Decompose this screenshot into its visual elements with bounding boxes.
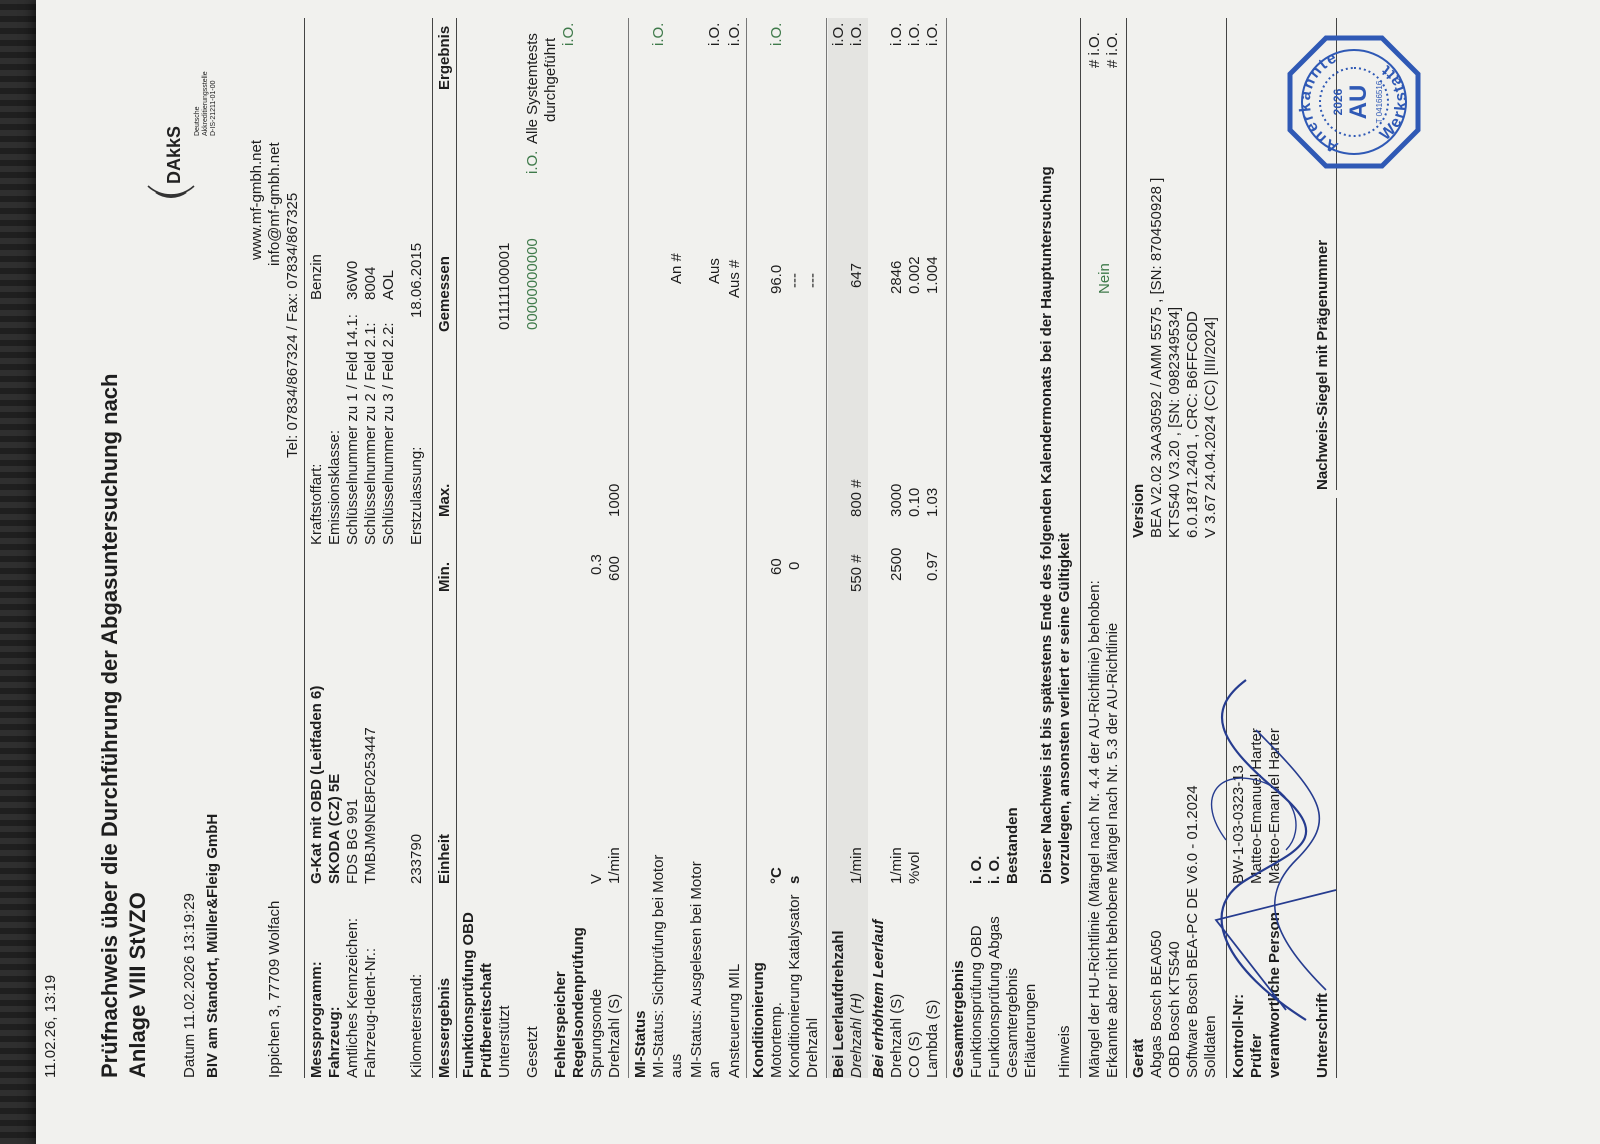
divider (628, 18, 629, 1078)
divider (746, 18, 747, 1078)
erhoeht-co-label: CO (S) (906, 1031, 923, 1078)
value-emissionsklasse (326, 254, 344, 300)
gesamt-obd-value: i. O. (968, 855, 985, 884)
leerlauf-max: 800 # (848, 479, 865, 517)
pruefer-label: Prüfer (1248, 1033, 1265, 1078)
dakks-line1: Deutsche (194, 106, 201, 136)
signature-line (1336, 498, 1337, 1078)
report-page (36, 10, 1576, 1130)
erhoeht-units (888, 847, 942, 884)
dakks-line2: Akkreditierungsstelle (202, 71, 209, 136)
dakks-logo (144, 71, 217, 200)
gesamt-values (968, 807, 1040, 884)
header-ergebnis: Ergebnis (436, 25, 453, 90)
value-messprogramm: G-Kat mit OBD (Leitfaden 6) (308, 685, 325, 884)
kat-min: 0 (786, 561, 803, 570)
mil-ansteuerung-label: Ansteuerung MIL (726, 963, 743, 1078)
header-min: Min. (436, 562, 453, 592)
divider (432, 18, 433, 1078)
erhoeht-drehzahl-max: 3000 (888, 483, 905, 517)
label-schluessel-1: Schlüsselnummer zu 1 / Feld 14.1: (344, 314, 361, 545)
gesamt-labels (968, 916, 1040, 1078)
vehicle-values (308, 686, 380, 884)
divider (456, 18, 457, 1078)
mil-heading: MI-Status (632, 1010, 649, 1078)
company-web: www.mf-gmbh.net (248, 139, 265, 260)
mil-ausgelesen-value: Aus (706, 258, 723, 284)
geraet-names (1148, 785, 1220, 1078)
mil-ansteuerung-result: i.O. (726, 22, 743, 46)
print-timestamp: 11.02.26, 13:19 (42, 974, 59, 1078)
verantwortliche-person-value: Matteo-Emanuel Harter (1266, 728, 1283, 884)
value-kennzeichen: FDS BG 991 (344, 798, 361, 884)
gesamt-ergebnis-label: Gesamtergebnis (1004, 967, 1021, 1078)
drehzahl-s-max: 1000 (606, 483, 623, 517)
kond-heading: Konditionierung (750, 962, 767, 1078)
pruefer-value: Matteo-Emanuel Harter (1248, 728, 1265, 884)
leerlauf-min: 550 # (848, 554, 865, 592)
gesamt-ergebnis-value: Bestanden (1004, 807, 1021, 884)
motortemp-label: Motortemp. (768, 1002, 785, 1078)
divider (1226, 18, 1227, 1078)
fehlerspeicher-heading: Fehlerspeicher (552, 971, 569, 1078)
erhoeht-lambda-label: Lambda (S) (924, 999, 941, 1078)
leerlauf-shade (828, 18, 868, 1078)
erhoeht-drehzahl-result: i.O. (888, 22, 905, 46)
drehzahl-s-unit: 1/min (606, 847, 623, 884)
maengel-value: Nein (1096, 263, 1113, 294)
erhoeht-min (888, 548, 942, 581)
gesamt-abgas-label: Funktionsprüfung Abgas (986, 916, 1003, 1078)
alle-systemtests-2: durchgeführt (542, 37, 559, 122)
alle-systemtests-1: Alle Systemtests (524, 33, 541, 144)
leerlauf-drehzahl-label: Drehzahl (H) (848, 992, 865, 1078)
kontroll-nr-value: BW-1-03-0323-13 (1230, 765, 1247, 884)
erhoeht-drehzahl-value: 2846 (888, 260, 905, 294)
motortemp-unit: °C (768, 867, 785, 884)
value-schluessel-1: 36W0 (344, 260, 361, 300)
gesamt-heading: Gesamtergebnis (950, 960, 967, 1078)
kond-drehzahl-label: Drehzahl (804, 1017, 821, 1078)
verantwortliche-person-label: verantwortliche Person (1266, 912, 1283, 1078)
erhoeht-labels (888, 994, 942, 1078)
value-fahrzeug: SKODA (CZ) 5E (326, 773, 343, 884)
maengel-line-2: Erkannte aber nicht behobene Mängel nach Nr. 5.3 der AU-Richtlinie (1104, 622, 1121, 1078)
label-messprogramm: Messprogramm: (308, 961, 325, 1078)
mil-sicht-label-2: aus (668, 1053, 685, 1078)
au-seal-stamp (1286, 34, 1422, 170)
vehicle-labels-right (308, 314, 398, 545)
geraet-label: Gerät (1130, 1038, 1147, 1078)
geraet-version-1: BEA V2.02 3AA30592 / AMM 5575 , [SN: 870450928 ] (1148, 177, 1165, 538)
mil-ausgelesen-label-2: an (706, 1061, 723, 1078)
hinweis-text-1: Dieser Nachweis ist bis spätestens Ende des folgenden Kalendermonats bei der Hauptuntersuchung (1038, 166, 1055, 884)
drehzahl-s-label: Drehzahl (S) (606, 993, 623, 1078)
mil-sicht-value: An # (668, 253, 685, 284)
km-label: Kilometerstand: (408, 973, 425, 1078)
gesetzt-value: 00000000000 (524, 238, 541, 330)
company-name: BIV am Standort, Müller&Fleig GmbH (204, 813, 221, 1078)
erhoeht-co-result: i.O. (906, 22, 923, 46)
gesamt-abgas-value: i. O. (986, 855, 1003, 884)
hinweis-text-2: vorzulegen, ansonsten verliert er seine Gültigkeit (1056, 533, 1073, 884)
geraet-version-2: KTS540 V3.20 , [SN: 0982349534] (1166, 307, 1183, 538)
sprungsonde-min: 0.3 (588, 554, 605, 575)
vehicle-values-right (308, 254, 398, 300)
erhoeht-lambda-min: 0.97 (924, 551, 941, 581)
label-kennzeichen: Amtliches Kennzeichen: (344, 917, 361, 1078)
document-title-line1: Prüfnachweis über die Durchführung der Abgasuntersuchung nach (97, 373, 122, 1078)
maengel-result-1: # i.O. (1086, 32, 1103, 68)
erhoeht-results (888, 23, 942, 46)
geraet-versions (1148, 178, 1220, 538)
gesamt-obd-label: Funktionsprüfung OBD (968, 925, 985, 1078)
erhoeht-drehzahl-unit: 1/min (888, 847, 905, 884)
kat-unit: s (786, 875, 803, 884)
label-emissionsklasse: Emissionsklasse: (326, 429, 343, 545)
kontrolle-labels (1230, 912, 1284, 1078)
erstzulassung-value: 18.06.2015 (408, 242, 425, 318)
header-max: Max. (436, 483, 453, 517)
gesetzt-label: Gesetzt (524, 1026, 541, 1078)
label-fahrzeug: Fahrzeug: (326, 1006, 343, 1078)
drehzahl-s-min: 600 (606, 555, 623, 581)
sprungsonde-unit: V (588, 873, 605, 884)
mil-ansteuerung-value: Aus # (726, 259, 743, 298)
erhoeht-values (888, 256, 942, 294)
obd-heading: Funktionsprüfung OBD (460, 912, 477, 1078)
kat-value: --- (786, 273, 803, 288)
unterstuetzt-value: 01111100001 (496, 242, 513, 330)
sprungsonde-label: Sprungsonde (588, 988, 605, 1078)
dakks-line3: D-IS-21211-01-00 (210, 80, 217, 136)
maengel-result-2: # i.O. (1104, 32, 1121, 68)
label-ident: Fahrzeug-Ident-Nr.: (362, 947, 379, 1078)
header-messergebnis: Messergebnis (436, 977, 453, 1078)
erhoeht-co-unit: %vol (906, 851, 923, 884)
kontrolle-values (1230, 728, 1284, 884)
geraet-name-4: Solldaten (1202, 1015, 1219, 1078)
gesamt-erlaeuterungen-label: Erläuterungen (1022, 983, 1039, 1078)
leerlauf-heading: Bei Leerlaufdrehzahl (830, 930, 847, 1078)
value-schluessel-3: AOL (380, 269, 397, 300)
erhoeht-drehzahl-min: 2500 (888, 547, 905, 581)
motortemp-min: 60 (768, 558, 785, 575)
company-phone: Tel: 07834/867324 / Fax: 07834/867325 (284, 192, 301, 458)
mil-ausgelesen-result: i.O. (706, 22, 723, 46)
geraet-name-3: Software Bosch BEA-PC DE V6.0 - 01.2024 (1184, 785, 1201, 1078)
erhoeht-co-max: 0.10 (906, 487, 923, 517)
document-title-line2: Anlage VIII StVZO (125, 892, 150, 1078)
erhoeht-lambda-max: 1.03 (924, 487, 941, 517)
maengel-line-1: Mängel der HU-Richtlinie (Mängel nach Nr. 4.4 der AU-Richtlinie) behoben: (1086, 580, 1103, 1078)
motortemp-result: i.O. (768, 22, 785, 46)
version-label: Version (1130, 483, 1147, 538)
erhoeht-max (888, 484, 942, 517)
document-sheet (36, 0, 1600, 1144)
vehicle-labels-2 (344, 918, 380, 1078)
leerlauf-result-2: i.O. (848, 22, 865, 46)
regelsonde-heading: Regelsondenprüfung (570, 927, 587, 1078)
value-kraftstoff: Benzin (308, 254, 325, 300)
erhoeht-heading: Bei erhöhtem Leerlauf (870, 919, 887, 1078)
header-gemessen: Gemessen (436, 256, 453, 332)
stamp-year: 2026 (1331, 88, 1345, 116)
kat-label: Konditionierung Katalysator (786, 894, 803, 1078)
unterschrift-label: Unterschrift (1314, 992, 1331, 1078)
erhoeht-drehzahl-label: Drehzahl (S) (888, 993, 905, 1078)
geraet-version-3: 6.0.1871.2401 , CRC: B6FFC6DD (1184, 311, 1201, 538)
company-email: info@mf-gmbh.net (266, 142, 283, 266)
stamp-top-text: Anerkannte (1296, 48, 1342, 156)
unterstuetzt-label: Unterstützt (496, 1005, 513, 1078)
leerlauf-result-1: i.O. (830, 22, 847, 46)
leerlauf-unit: 1/min (848, 847, 865, 884)
erhoeht-co-min (906, 548, 924, 581)
au-seal-icon (1286, 34, 1422, 170)
kond-drehzahl-value: --- (804, 273, 821, 288)
motortemp-value: 96.0 (768, 264, 785, 294)
leerlauf-value: 647 (848, 262, 865, 288)
stamp-bottom-text: Werkstatt (1376, 60, 1411, 144)
hinweis-label: Hinweis (1056, 1025, 1073, 1078)
divider (946, 18, 947, 1078)
erhoeht-lambda-unit (924, 847, 942, 884)
km-value: 233790 (408, 833, 425, 884)
erstzulassung-label: Erstzulassung: (408, 446, 425, 545)
gesetzt-result: i.O. (524, 150, 541, 174)
geraet-version-4: V 3.67 24.04.2024 (CC) [III/2024] (1202, 317, 1219, 538)
value-ident: TMBJM9NE8F0253447 (362, 727, 379, 884)
divider (1126, 18, 1127, 1078)
erhoeht-co-value: 0.002 (906, 256, 923, 294)
kontroll-nr-label: Kontroll-Nr: (1230, 993, 1247, 1078)
label-schluessel-3: Schlüsselnummer zu 3 / Feld 2.2: (380, 322, 397, 545)
stamp-number: T 04166516 (1375, 80, 1384, 124)
divider (304, 18, 305, 1078)
mil-sicht-label-1: MI-Status: Sichtprüfung bei Motor (650, 854, 667, 1078)
company-address: Ippichen 3, 77709 Wolfach (266, 900, 283, 1078)
vehicle-labels (308, 961, 344, 1078)
geraet-name-1: Abgas Bosch BEA050 (1148, 930, 1165, 1078)
label-kraftstoff: Kraftstoffart: (308, 463, 325, 545)
dakks-logo-text: DAkkS (164, 125, 184, 184)
siegel-label: Nachweis-Siegel mit Prägenummer (1314, 239, 1331, 490)
value-schluessel-2: 8004 (362, 266, 379, 300)
stamp-au: AU (1345, 84, 1372, 120)
erhoeht-lambda-result: i.O. (924, 22, 941, 46)
erhoeht-lambda-value: 1.004 (924, 256, 941, 294)
header-einheit: Einheit (436, 833, 453, 884)
geraet-name-2: OBD Bosch KTS540 (1166, 941, 1183, 1078)
pruefbereitschaft-heading: Prüfbereitschaft (478, 962, 495, 1078)
report-date: Datum 11.02.2026 13:19:29 (181, 893, 198, 1078)
alle-systemtests-result: i.O. (560, 22, 577, 46)
divider (1080, 18, 1081, 1078)
divider (826, 18, 827, 1078)
mil-ausgelesen-label-1: MI-Status: Ausgelesen bei Motor (688, 861, 705, 1078)
mil-sicht-result: i.O. (650, 22, 667, 46)
label-schluessel-2: Schlüsselnummer zu 2 / Feld 2.1: (362, 322, 379, 545)
